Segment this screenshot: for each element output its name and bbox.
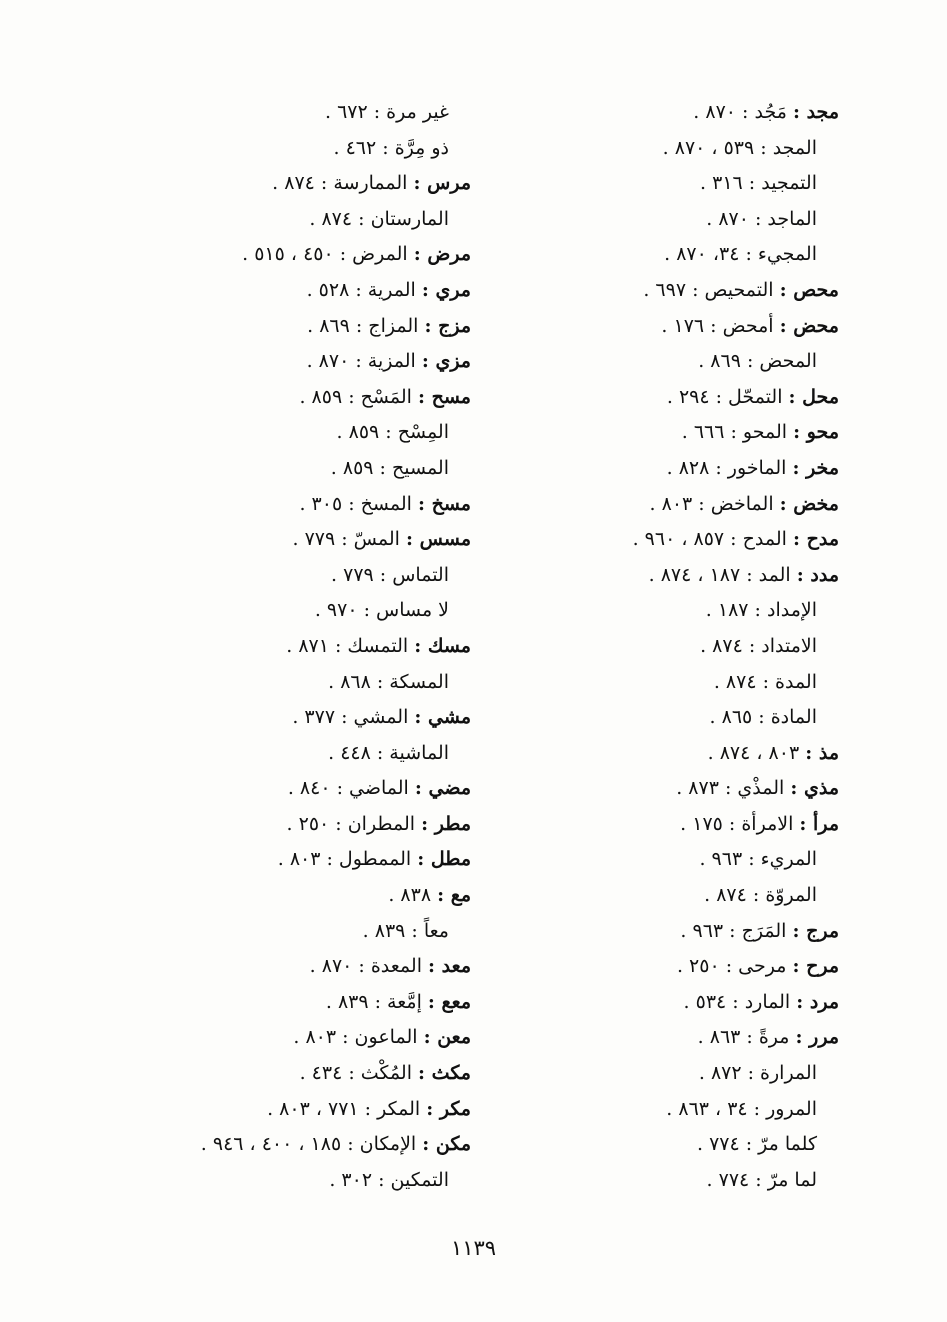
entry-text: المحض : ٨٦٩ . — [698, 350, 817, 373]
entry-text: غير مرة : ٦٧٢ . — [324, 101, 449, 123]
index-entry — [141, 558, 471, 594]
index-entry — [509, 629, 839, 665]
index-entry — [509, 451, 839, 487]
entry-root: مكر : — [426, 1097, 471, 1120]
entry-text: المارستان : ٨٧٤ . — [309, 207, 449, 230]
entry-text: الممطول : ٨٠٣ . — [277, 848, 412, 871]
index-entry — [509, 95, 839, 131]
index-entry — [141, 131, 471, 167]
entry-root: مسك : — [414, 634, 471, 657]
entry-root: محو : — [793, 421, 839, 444]
index-entry — [141, 451, 471, 487]
entry-root: مرح : — [792, 955, 839, 978]
entry-root: مدح : — [792, 528, 839, 551]
entry-text: الإمكان : ١٨٥ ، ٤٠٠ ، ٩٤٦ . — [200, 1133, 417, 1156]
entry-text: المسخ : ٣٠٥ . — [299, 492, 412, 515]
entry-text: المزاج : ٨٦٩ . — [307, 314, 419, 337]
entry-root: مرر : — [795, 1026, 839, 1049]
entry-root: مزج : — [424, 314, 471, 337]
entry-text: الإمداد : ١٨٧ . — [705, 599, 817, 622]
index-entry — [141, 273, 471, 309]
entry-text: معاً : ٨٣٩ . — [362, 919, 449, 942]
entry-text: المسّ : ٧٧٩ . — [292, 528, 400, 551]
index-entry — [141, 380, 471, 416]
index-column-right — [509, 95, 839, 1198]
entry-text: المشي : ٣٧٧ . — [292, 706, 409, 729]
index-entry — [141, 842, 471, 878]
entry-text: التمحيص : ٦٩٧ . — [643, 278, 774, 301]
entry-text: المسكة : ٨٦٨ . — [328, 670, 449, 693]
entry-text: الماضي : ٨٤٠ . — [287, 777, 409, 800]
index-entry — [141, 1163, 471, 1199]
entry-text: الممارسة : ٨٧٤ . — [272, 172, 408, 195]
entry-root: مسخ : — [417, 492, 471, 515]
entry-text: المرارة : ٨٧٢ . — [698, 1062, 817, 1085]
entry-root: مرض : — [413, 243, 471, 266]
index-entry — [509, 665, 839, 701]
index-entry — [141, 487, 471, 523]
index-entry — [141, 629, 471, 665]
entry-text: المعدة : ٨٧٠ . — [309, 955, 422, 978]
index-entry — [509, 309, 839, 345]
index-entry — [509, 131, 839, 167]
entry-root: معد : — [428, 955, 471, 978]
entry-text: الماعون : ٨٠٣ . — [293, 1026, 418, 1049]
index-entry — [509, 202, 839, 238]
entry-text: ٨٠٣ ، ٨٧٤ . — [707, 741, 800, 764]
entry-root: معن : — [423, 1026, 471, 1049]
index-entry — [141, 700, 471, 736]
entry-text: المسيح : ٨٥٩ . — [330, 456, 449, 479]
index-entry — [141, 1056, 471, 1092]
entry-root: محص : — [779, 278, 839, 301]
entry-root: مجد : — [792, 101, 839, 123]
entry-text: التمكين : ٣٠٢ . — [329, 1168, 449, 1191]
index-entry — [509, 771, 839, 807]
entry-text: الامرأة : ١٧٥ . — [680, 812, 794, 835]
entry-root: مخض : — [779, 492, 839, 515]
index-entry — [509, 593, 839, 629]
index-entry — [509, 1092, 839, 1128]
entry-text: المطران : ٢٥٠ . — [286, 812, 416, 835]
index-entry — [509, 166, 839, 202]
index-entry — [509, 949, 839, 985]
entry-text: المرور : ٣٤ ، ٨٦٣ . — [666, 1097, 817, 1120]
entry-root: مكن : — [422, 1133, 471, 1156]
entry-root: مذ : — [805, 741, 839, 764]
entry-root: مكث : — [418, 1062, 471, 1085]
entry-text: المحو : ٦٦٦ . — [681, 421, 788, 444]
entry-text: ٨٣٨ . — [388, 884, 432, 907]
index-entry — [509, 273, 839, 309]
index-entry — [141, 237, 471, 273]
entry-root: مع : — [437, 884, 471, 907]
entry-text: الامتداد : ٨٧٤ . — [700, 634, 817, 657]
index-entry — [141, 344, 471, 380]
entry-text: التماس : ٧٧٩ . — [331, 563, 449, 586]
index-entry — [509, 1163, 839, 1199]
index-entry — [141, 593, 471, 629]
entry-root: مضي : — [414, 777, 471, 800]
entry-text: الماجد : ٨٧٠ . — [706, 207, 817, 230]
entry-text: المد : ١٨٧ ، ٨٧٤ . — [648, 563, 791, 586]
index-entry — [141, 985, 471, 1021]
index-entry — [141, 665, 471, 701]
entry-root: مرج : — [792, 919, 839, 942]
entry-text: المَرَج : ٩٦٣ . — [680, 919, 787, 942]
entry-text: المرض : ٤٥٠ ، ٥١٥ . — [242, 243, 408, 266]
entry-text: المرية : ٥٢٨ . — [306, 278, 416, 301]
entry-root: مرس : — [413, 172, 471, 195]
entry-text: المَسْح : ٨٥٩ . — [299, 385, 412, 408]
entry-text: الماشية : ٤٤٨ . — [328, 741, 449, 764]
index-entry — [141, 771, 471, 807]
index-entry — [141, 522, 471, 558]
index-entry — [509, 237, 839, 273]
entry-root: مزي : — [421, 350, 471, 373]
entry-root: محض : — [779, 314, 839, 337]
entry-root: مسح : — [417, 385, 471, 408]
index-entry — [509, 842, 839, 878]
entry-text: المكر : ٧٧١ ، ٨٠٣ . — [267, 1097, 421, 1120]
index-entry — [509, 878, 839, 914]
entry-root: مرأ : — [799, 812, 839, 835]
index-entry — [509, 914, 839, 950]
entry-root: محل : — [788, 385, 839, 408]
page-number: ١١٣٩ — [450, 1236, 497, 1260]
index-entry — [509, 700, 839, 736]
index-entry — [141, 878, 471, 914]
index-entry — [141, 736, 471, 772]
entry-text: الماخور : ٨٢٨ . — [666, 456, 787, 479]
index-entry — [141, 1020, 471, 1056]
index-entry — [509, 380, 839, 416]
entry-text: المذْي : ٨٧٣ . — [676, 777, 785, 800]
entry-text: المُكْث : ٤٣٤ . — [299, 1062, 412, 1085]
index-entry — [141, 202, 471, 238]
entry-text: المروّة : ٨٧٤ . — [704, 884, 817, 907]
index-entry — [509, 736, 839, 772]
entry-root: مسس : — [406, 528, 471, 551]
index-entry — [509, 344, 839, 380]
entry-text: المجيء : ٣٤، ٨٧٠ . — [664, 243, 817, 266]
entry-text: التمسك : ٨٧١ . — [286, 634, 409, 657]
entry-text: المِسْح : ٨٥٩ . — [336, 421, 449, 444]
entry-text: كلما مرّ : ٧٧٤ . — [696, 1133, 817, 1156]
entry-root: مطر : — [421, 812, 471, 835]
entry-text: المادة : ٨٦٥ . — [709, 706, 817, 729]
index-entry — [509, 1056, 839, 1092]
index-entry — [509, 558, 839, 594]
index-entry — [141, 914, 471, 950]
entry-root: مذي : — [790, 777, 839, 800]
entry-text: الماخض : ٨٠٣ . — [649, 492, 774, 515]
index-entry — [509, 522, 839, 558]
entry-text: أمحض : ١٧٦ . — [661, 314, 774, 337]
index-entry — [141, 949, 471, 985]
entry-text: لما مرّ : ٧٧٤ . — [706, 1168, 817, 1191]
entry-root: مري : — [421, 278, 471, 301]
entry-text: المدح : ٨٥٧ ، ٩٦٠ . — [632, 528, 787, 551]
index-entry — [141, 415, 471, 451]
entry-text: التمحّل : ٢٩٤ . — [666, 385, 783, 408]
entry-text: مَجُد : ٨٧٠ . — [693, 101, 787, 123]
index-entry — [509, 415, 839, 451]
index-entry — [509, 807, 839, 843]
entry-text: التمجيد : ٣١٦ . — [700, 172, 817, 195]
index-entry — [141, 1092, 471, 1128]
entry-text: المزية : ٨٧٠ . — [306, 350, 416, 373]
index-column-left — [141, 95, 471, 1198]
entry-text: المارد : ٥٣٤ . — [683, 990, 791, 1013]
index-entry — [141, 1127, 471, 1163]
index-entry — [141, 95, 471, 131]
index-entry — [509, 1127, 839, 1163]
entry-text: مرحى : ٢٥٠ . — [676, 955, 787, 978]
entry-text: إمَّعة : ٨٣٩ . — [325, 990, 422, 1013]
entry-text: المريء : ٩٦٣ . — [699, 848, 817, 871]
entry-text: المجد : ٥٣٩ ، ٨٧٠ . — [662, 136, 817, 159]
index-entry — [509, 1020, 839, 1056]
entry-root: مرد : — [796, 990, 839, 1013]
index-entry — [141, 309, 471, 345]
index-entry — [509, 985, 839, 1021]
entry-text: ذو مِرَّة : ٤٦٢ . — [333, 136, 449, 159]
entry-text: المدة : ٨٧٤ . — [713, 670, 817, 693]
entry-root: مدد : — [796, 563, 839, 586]
entry-text: مرةً : ٨٦٣ . — [697, 1026, 790, 1049]
entry-root: مشي : — [414, 706, 471, 729]
entry-root: مطل : — [417, 848, 471, 871]
entry-text: لا مساس : ٩٧٠ . — [314, 599, 449, 622]
index-entry — [141, 166, 471, 202]
index-entry — [509, 487, 839, 523]
entry-root: مخر : — [792, 456, 839, 479]
index-entry — [141, 807, 471, 843]
entry-root: معع : — [427, 990, 471, 1013]
